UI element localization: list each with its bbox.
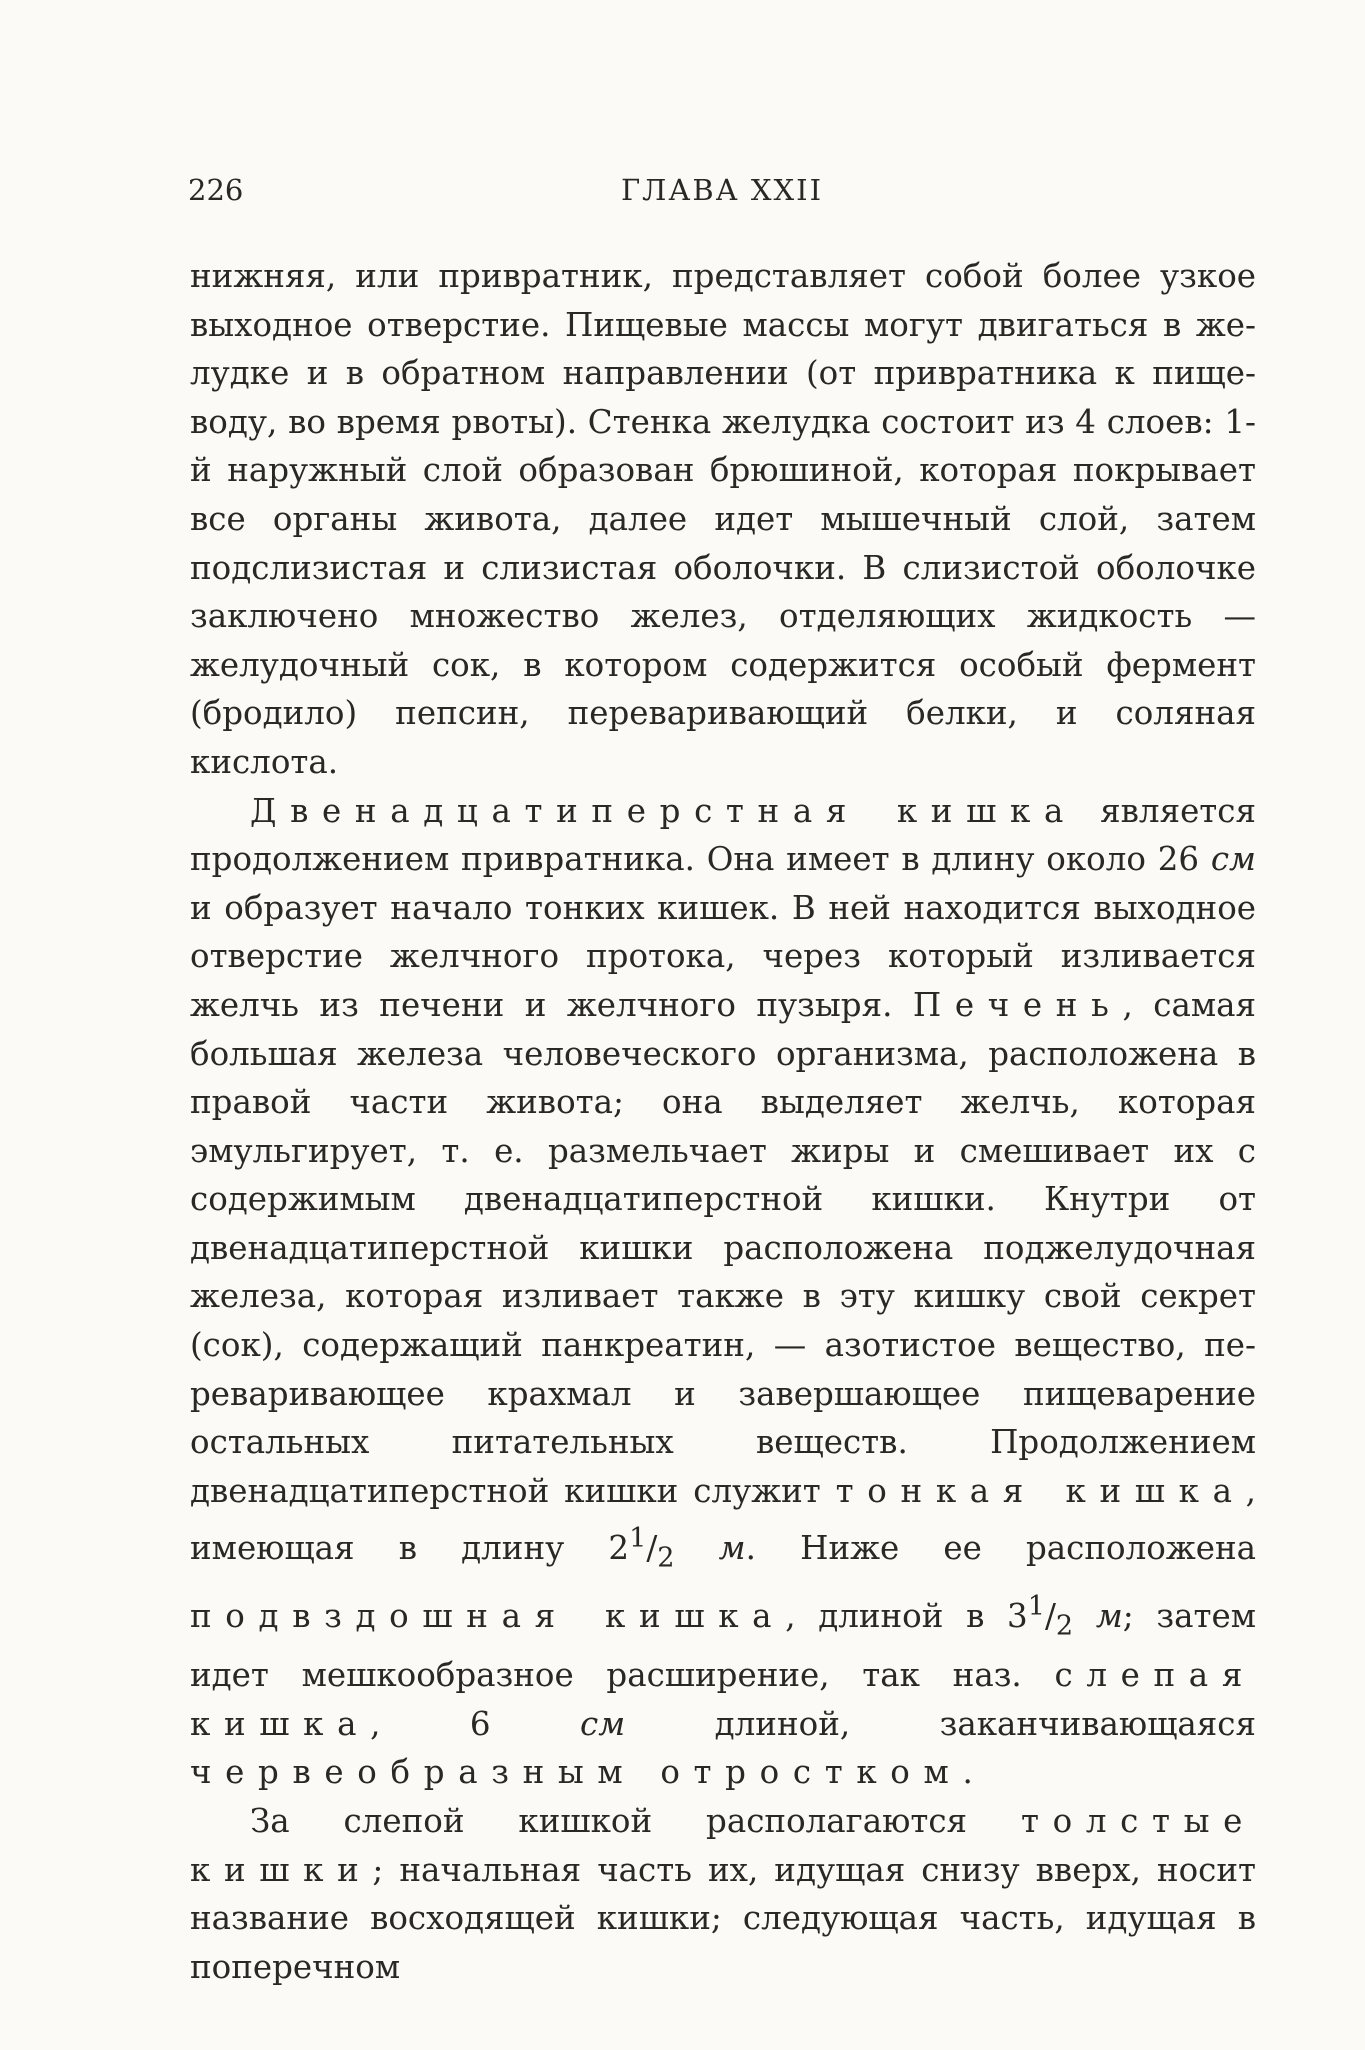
text-run: За слепой кишкой располагаются bbox=[250, 1802, 1021, 1841]
unit-cm: см bbox=[580, 1704, 626, 1743]
fraction-slash: / bbox=[1044, 1597, 1056, 1636]
text-run: , длиной в 3 bbox=[785, 1597, 1028, 1636]
paragraph-large-intestine bbox=[190, 1797, 1256, 1991]
spaced-term-duodenum: Двенадцатиперстная кишка bbox=[250, 791, 1077, 830]
chapter-title: ГЛАВА XXII bbox=[620, 173, 824, 207]
paragraph-duodenum bbox=[190, 787, 1256, 1798]
text-run: длиной, заканчивающаяся bbox=[625, 1704, 1256, 1743]
text-run: , самая большая железа человеческого организма, расположена в правой части живота; она выделяет желчь, которая эмульгирует, т. е. размельчает жиры и смешивает их с содержимым двенадцатиперстной кишки. Кнутри от двенадцатиперстной кишки расположена поджелудочная железа, которая изливает также в эту кишку свой секрет (сок), содержащий панкреатин, — азотистое вещество, переваривающее крахмал и завершающее пищеварение остальных питательных веществ. Продолжением двенадцатиперстной кишки служит bbox=[190, 985, 1256, 1510]
spaced-term-ileum: подвздошная кишка bbox=[190, 1597, 786, 1636]
running-head bbox=[188, 168, 1256, 212]
text-run: нижняя, или привратник, представляет собой более узкое выходное отверстие. Пищевые массы могут двигаться в желудке и в обратном направлении (от привратника к пищеводу, во время рвоты). Стенка желудка состоит из 4 слоев: 1-й наружный слой образован брюшиной, которая покрывает все органы живота, далее идет мышечный слой, затем подслизистая и слизистая оболочки. В слизистой оболочке заключено множество желез, отделяющих жидкость — желудочный сок, в котором содержится особый фермент (бродило) пепсин, переваривающий белки, и соляная кислота. bbox=[190, 257, 1256, 781]
spaced-term-large-intestine: толстые кишки bbox=[190, 1802, 1256, 1889]
unit-cm: см bbox=[1210, 840, 1256, 879]
text-run: , 6 bbox=[370, 1704, 581, 1743]
body-text bbox=[190, 252, 1256, 1991]
fraction-denominator: 2 bbox=[657, 1542, 675, 1574]
spaced-term-appendix: червеобразным отростком bbox=[190, 1753, 963, 1792]
text-run: является продолжением привратника. Она имеет в длину около 26 bbox=[190, 791, 1256, 879]
unit-m: м bbox=[1095, 1597, 1123, 1636]
text-run: ; затем идет мешкообразное расширение, так наз. bbox=[190, 1597, 1256, 1695]
text-run: и образует начало тонких кишек. В ней находится выходное отверстие желчного протока, через который изливается желчь из печени и желчного пузыря. bbox=[190, 888, 1256, 1024]
spaced-term-small-intestine: тонкая кишка bbox=[835, 1471, 1246, 1510]
paragraph-stomach bbox=[190, 252, 1256, 787]
fraction-slash: / bbox=[646, 1529, 658, 1568]
text-run: ; начальная часть их, идущая снизу вверх, носит название восходящей кишки; следующая часть, идущая в поперечном bbox=[190, 1850, 1256, 1986]
fraction-denominator: 2 bbox=[1055, 1610, 1074, 1642]
spaced-term-caecum: слепая кишка bbox=[190, 1656, 1256, 1743]
text-run bbox=[675, 1529, 719, 1567]
text-run: , имеющая в длину 2 bbox=[190, 1471, 1256, 1568]
fraction-numerator: 1 bbox=[1027, 1591, 1045, 1623]
unit-m: м bbox=[718, 1529, 746, 1568]
spaced-term-liver: Печень bbox=[912, 985, 1123, 1024]
text-run: . bbox=[962, 1753, 973, 1792]
page-number: 226 bbox=[188, 173, 244, 207]
text-run bbox=[1073, 1597, 1096, 1635]
fraction-numerator: 1 bbox=[629, 1523, 647, 1555]
text-run: . Ниже ее расположена bbox=[745, 1529, 1256, 1568]
